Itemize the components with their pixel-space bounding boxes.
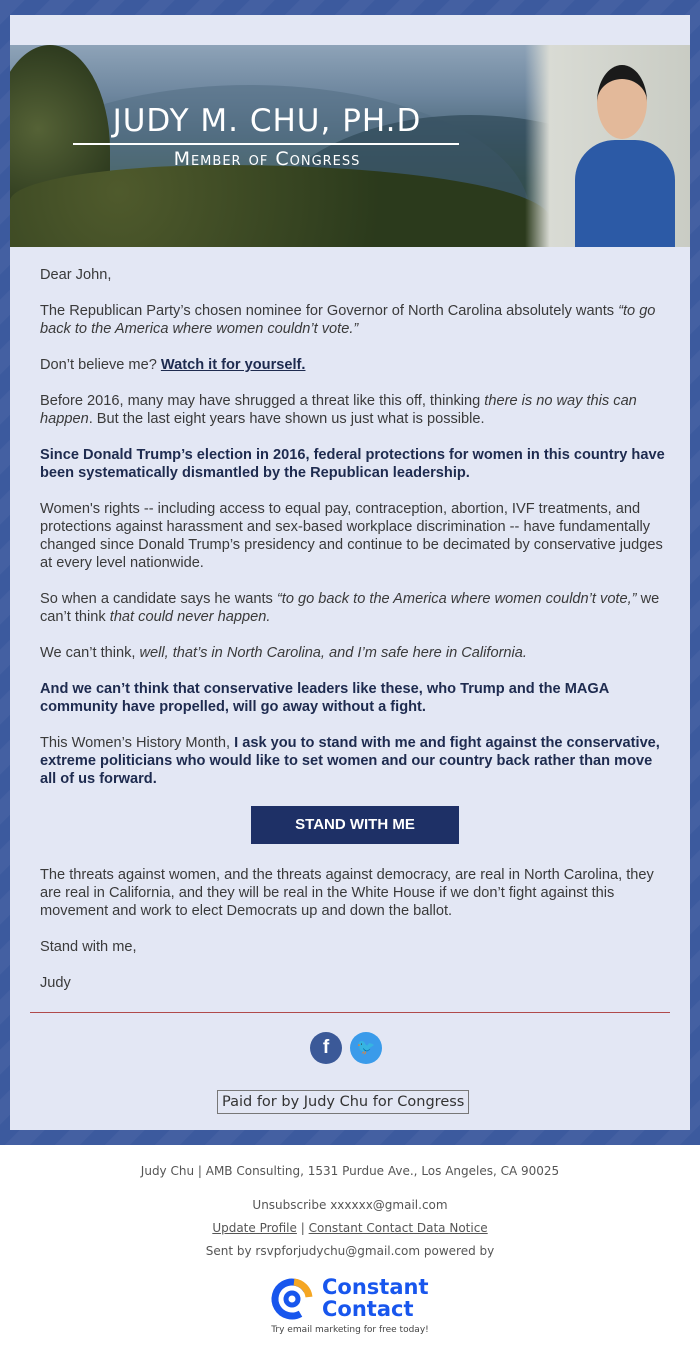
text: The Republican Party’s chosen nominee for Governor of North Carolina absolutely wants	[40, 303, 619, 319]
closing: Stand with me,	[40, 939, 137, 955]
quote: “to go back to the America where women couldn’t vote,”	[276, 591, 637, 607]
paragraph: And we can’t think that conservative leaders like these, who Trump and the MAGA community have propelled, will go away without a fight.	[40, 681, 609, 715]
unsubscribe-link[interactable]: Unsubscribe xxxxxx@gmail.com	[252, 1198, 448, 1212]
footer-address: Judy Chu | AMB Consulting, 1531 Purdue Ave., Los Angeles, CA 90025	[140, 1164, 560, 1178]
data-notice-link[interactable]: Constant Contact Data Notice	[308, 1221, 488, 1235]
banner-title: JUDY M. CHU, PH.D	[112, 103, 422, 139]
text: We can’t think,	[40, 645, 140, 661]
greeting: Dear John,	[40, 267, 112, 283]
portrait-body	[575, 140, 675, 247]
paragraph	[40, 734, 670, 788]
paragraph: Since Donald Trump’s election in 2016, federal protections for women in this country have been systematically dismantled by the Republican leadership.	[40, 447, 665, 481]
watch-video-link[interactable]: Watch it for yourself.	[160, 357, 306, 373]
text: I ask you to stand with me and fight against the conservative, extreme politicians who would like to set women and our country back rather than move all of us forward.	[40, 735, 660, 787]
text: that could never happen.	[109, 609, 271, 625]
text: we can’t think	[40, 591, 660, 625]
twitter-icon[interactable]: 🐦	[350, 1032, 382, 1064]
email-card	[10, 15, 690, 1130]
stand-with-me-button[interactable]: STAND WITH ME	[251, 806, 459, 844]
paragraph	[40, 644, 670, 662]
header-banner	[10, 45, 690, 247]
brand-line: Contact	[322, 1297, 414, 1321]
paragraph	[40, 302, 670, 338]
paragraph	[40, 356, 670, 374]
quote: “to go back to the America where women couldn’t vote.”	[40, 303, 656, 337]
portrait-head	[597, 65, 647, 139]
brand-line: Constant	[322, 1275, 429, 1299]
facebook-icon[interactable]: f	[310, 1032, 342, 1064]
signature: Judy	[40, 975, 71, 991]
constant-contact-brand[interactable]	[322, 1276, 429, 1320]
update-profile-link[interactable]: Update Profile	[212, 1221, 297, 1235]
sent-by: Sent by rsvpforjudychu@gmail.com powered by	[205, 1244, 495, 1258]
text: Don’t believe me?	[40, 357, 161, 373]
text: So when a candidate says he wants	[40, 591, 277, 607]
paid-for-disclaimer: Paid for by Judy Chu for Congress	[217, 1090, 469, 1114]
separator: |	[300, 1221, 305, 1235]
text: This Women’s History Month,	[40, 735, 235, 751]
footer-links	[0, 1221, 700, 1235]
text: well, that’s in North Carolina, and I’m safe here in California.	[139, 645, 527, 661]
text: Before 2016, many may have shrugged a threat like this off, thinking	[40, 393, 485, 409]
text: . But the last eight years have shown us just what is possible.	[88, 411, 485, 427]
paragraph: The threats against women, and the threats against democracy, are real in North Carolina, they are real in California, and they will be real in the White House if we don’t fight against this movement and work to elect Democrats up and down the ballot.	[40, 867, 654, 919]
letter-body	[40, 266, 670, 1010]
text: there is no way this can happen	[40, 393, 637, 427]
banner-subtitle: Member of Congress	[173, 148, 361, 170]
brand-tagline: Try email marketing for free today!	[271, 1325, 429, 1335]
paragraph	[40, 590, 670, 626]
paragraph: Women's rights -- including access to equal pay, contraception, abortion, IVF treatments, and protections against harassment and sex-based workplace discrimination -- have fundamentally changed since Donald Trump’s presidency and continue to be decimated by conservative judges at every level nationwide.	[40, 501, 663, 571]
paragraph	[40, 392, 670, 428]
banner-rule	[73, 143, 459, 145]
divider	[30, 1012, 670, 1013]
